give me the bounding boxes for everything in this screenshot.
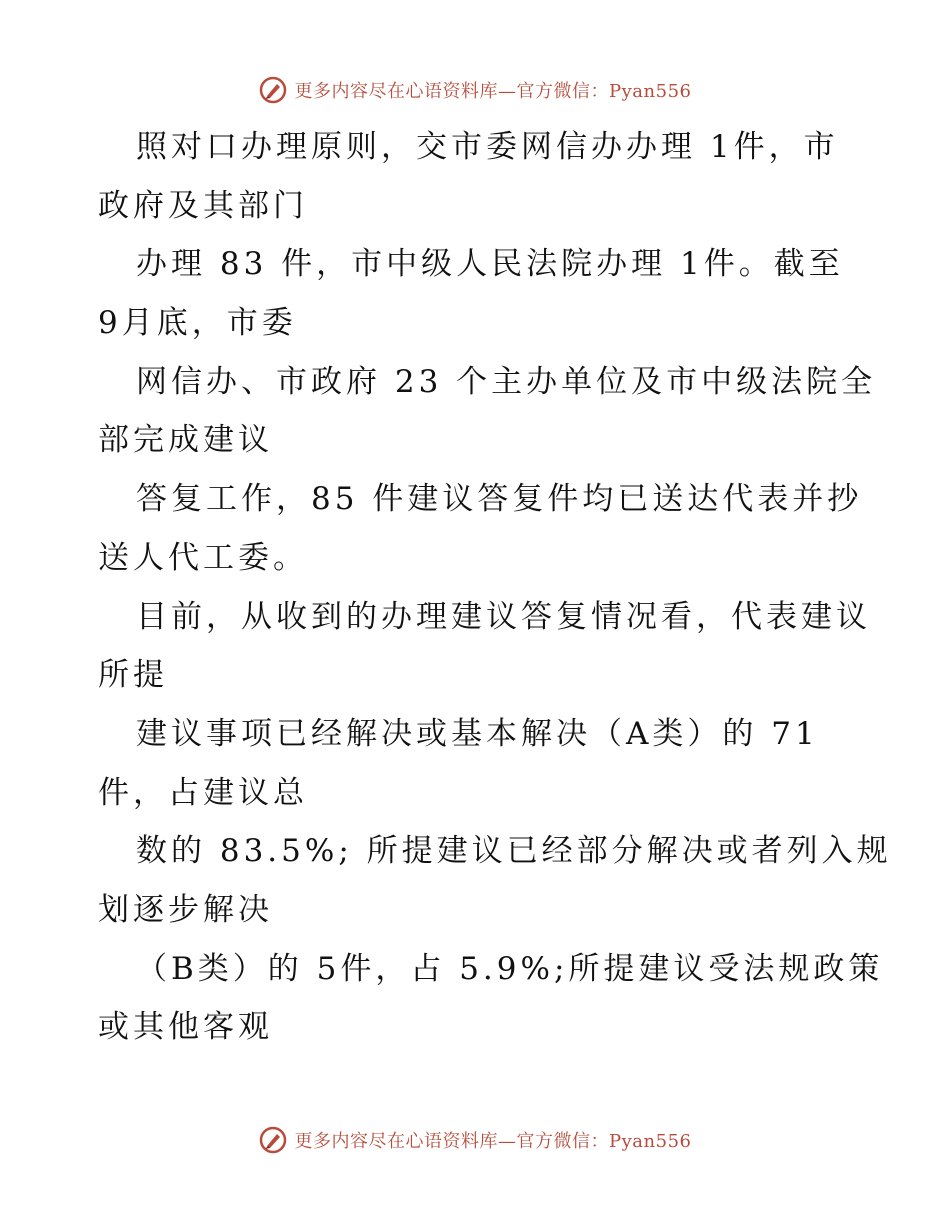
text-line: （B类）的 5件，占 5.9%;所提建议受法规政策 <box>136 950 884 987</box>
pen-logo-icon <box>259 76 287 104</box>
header-watermark <box>0 70 950 110</box>
text-line: 划逐步解决 <box>98 891 273 928</box>
text-line: 或其他客观 <box>98 1009 273 1046</box>
text-line: 建议事项已经解决或基本解决（A类）的 71 <box>136 715 819 752</box>
text-line: 照对口办理原则，交市委网信办办理 1件，市 <box>136 129 839 165</box>
text-line: 答复工作，85 件建议答复件均已送达代表并抄 <box>136 481 863 518</box>
text-line: 部完成建议 <box>98 422 273 459</box>
text-line: 办理 83 件，市中级人民法院办理 1件。截至 <box>136 246 844 283</box>
text-line: 所提 <box>98 657 168 694</box>
watermark-text: 更多内容尽在心语资料库—官方微信：Pyan556 <box>294 1131 692 1152</box>
text-line: 件，占建议总 <box>98 774 308 811</box>
document-body <box>98 118 892 1057</box>
text-line: 送人代工委。 <box>98 539 308 576</box>
pen-logo-icon <box>259 1126 287 1154</box>
text-line: 9月底，市委 <box>98 305 297 342</box>
text-line: 目前，从收到的办理建议答复情况看，代表建议 <box>136 598 871 635</box>
watermark-text: 更多内容尽在心语资料库—官方微信：Pyan556 <box>294 81 692 102</box>
text-line: 网信办、市政府 23 个主办单位及市中级法院全 <box>136 363 877 400</box>
footer-watermark <box>0 1120 950 1160</box>
text-line: 数的 83.5%; 所提建议已经部分解决或者列入规 <box>136 833 892 870</box>
text-line: 政府及其部门 <box>98 187 308 224</box>
